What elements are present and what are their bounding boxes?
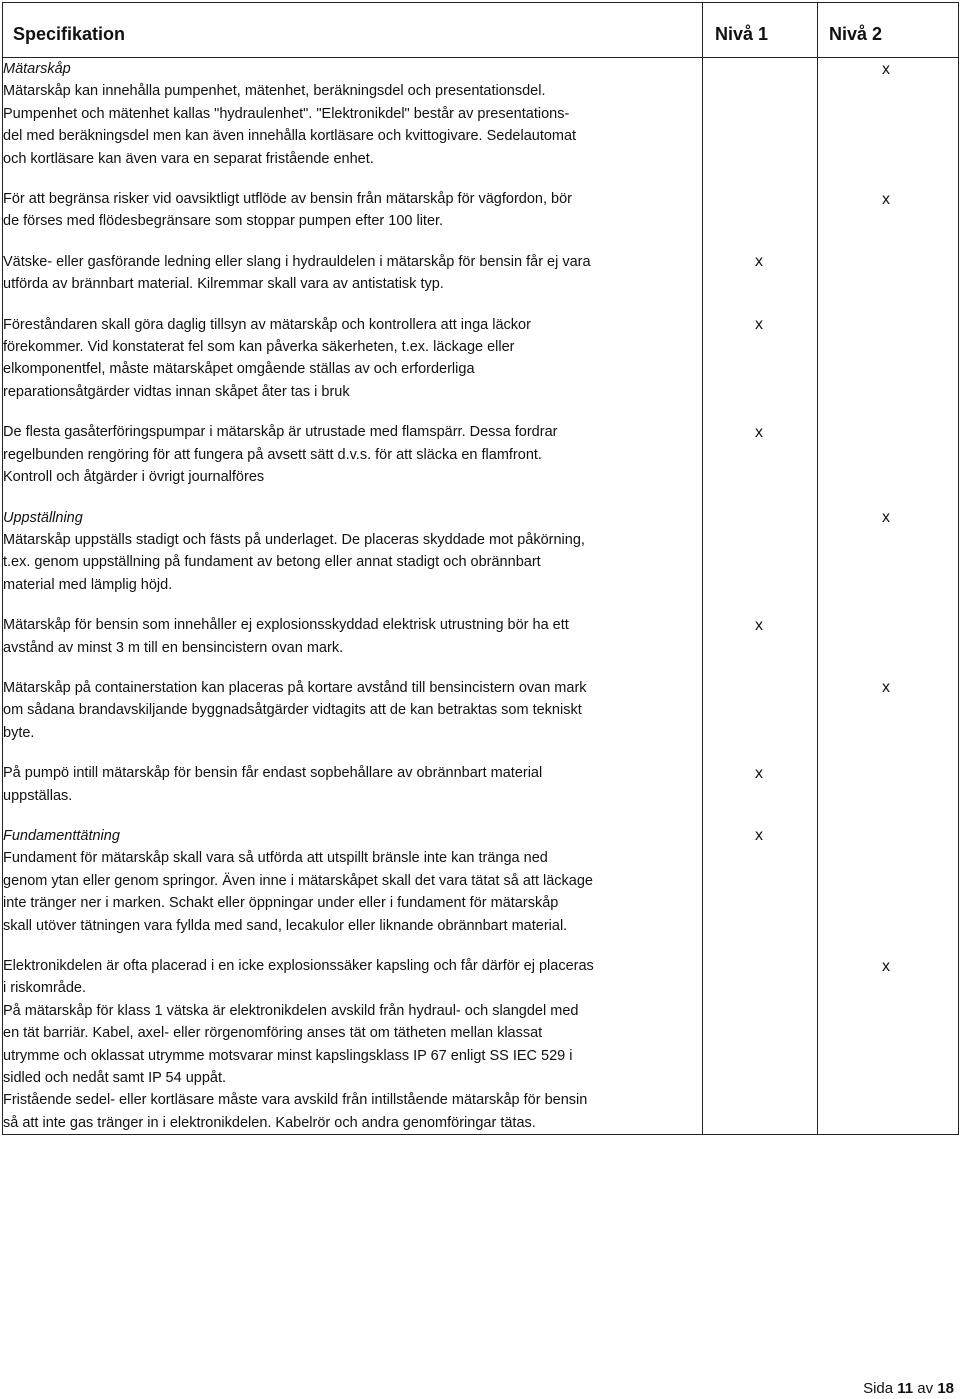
spec-item-line: skall utöver tätningen vara fyllda med sand, lecakulor eller liknande obrännbart material.	[3, 917, 568, 934]
spec-item-line: Pumpenhet och mätenhet kallas "hydraulenhet". "Elektronikdel" består av presentations-	[3, 105, 570, 122]
niva-2-marks-cell	[818, 58, 959, 1135]
spec-item-title: Mätarskåp	[3, 61, 71, 77]
spec-item-line: material med lämplig höjd.	[3, 576, 173, 593]
spec-item-line: byte.	[3, 724, 35, 741]
spec-item-line: Elektronikdelen är ofta placerad i en icke explosionssäker kapsling och får därför ej placeras	[3, 958, 594, 974]
spec-item-line: en tät barriär. Kabel, axel- eller rörgenomföring anses tät om tätheten mellan klassat	[3, 1025, 543, 1042]
spec-item-line: del med beräkningsdel men kan även innehålla kortläsare och kvittogivare. Sedelautomat	[3, 128, 577, 145]
spec-item-line: elkomponentfel, måste mätarskåpet omgående ställas av och erforderliga	[3, 361, 475, 378]
spec-item-line: På pumpö intill mätarskåp för bensin får endast sopbehållare av obrännbart material	[3, 765, 543, 782]
header-row	[3, 3, 959, 58]
spec-item	[3, 251, 702, 296]
spec-item	[3, 314, 702, 404]
spec-item-line: De flesta gasåterföringspumpar i mätarskåp är utrustade med flamspärr. Dessa fordrar	[3, 424, 558, 441]
spec-item-title: Fundamenttätning	[3, 827, 120, 844]
spec-item	[3, 955, 702, 1134]
niva-1-mark: x	[755, 827, 763, 845]
spec-item-line: uppställas.	[3, 787, 73, 804]
footer-page-number: 11	[897, 1380, 914, 1397]
niva-2-mark: x	[882, 679, 890, 697]
spec-item-line: t.ex. genom uppställning på fundament av betong eller annat stadigt och obrännbart	[3, 554, 541, 571]
spec-item-line: Mätarskåp på containerstation kan placeras på kortare avstånd till bensincistern ovan mark	[3, 679, 587, 696]
spec-item	[3, 825, 702, 937]
header-niva-1: Nivå 1	[703, 3, 818, 58]
spec-item	[3, 614, 702, 659]
spec-item-line: genom ytan eller genom springor. Även inne i mätarskåpet skall det vara tätat så att läckage	[3, 872, 593, 889]
spec-item-line: Kontroll och åtgärder i övrigt journalföres	[3, 469, 265, 486]
niva-1-mark: x	[755, 764, 763, 782]
niva-1-mark: x	[755, 423, 763, 441]
spec-item-line: Vätske- eller gasförande ledning eller slang i hydrauldelen i mätarskåp för bensin får ej vara	[3, 253, 591, 270]
spec-item-line: avstånd av minst 3 m till en bensincistern ovan mark.	[3, 639, 344, 656]
spec-item-line: reparationsåtgärder vidtas innan skåpet åter tas i bruk	[3, 383, 350, 400]
niva-2-mark: x	[882, 60, 890, 78]
specification-table	[2, 2, 959, 1135]
niva-1-mark: x	[755, 253, 763, 271]
niva-2-mark: x	[882, 509, 890, 526]
spec-item-line: i riskområde.	[3, 980, 86, 997]
niva-1-marks-cell	[703, 58, 818, 1135]
spec-item	[3, 188, 702, 233]
niva-2-mark: x	[882, 957, 890, 975]
header-specifikation: Specifikation	[3, 3, 703, 58]
spec-item-line: om sådana brandavskiljande byggnadsåtgärder vidtagits att de kan betraktas som tekniskt	[3, 702, 582, 719]
header-niva-2: Nivå 2	[818, 3, 959, 58]
spec-item-line: Mätarskåp kan innehålla pumpenhet, mätenhet, beräkningsdel och presentationsdel.	[3, 83, 546, 100]
page-footer	[863, 1380, 954, 1398]
spec-item-line: Mätarskåp för bensin som innehåller ej explosionsskyddad elektrisk utrustning bör ha ett	[3, 617, 569, 634]
spec-item-line: inte tränger ner i marken. Schakt eller öppningar under eller i fundament för mätarskåp	[3, 895, 559, 912]
niva-1-mark: x	[755, 616, 763, 634]
spec-item	[3, 762, 702, 807]
niva-2-mark: x	[882, 190, 890, 208]
spec-item-line: Mätarskåp uppställs stadigt och fästs på underlaget. De placeras skyddade mot påkörning,	[3, 531, 585, 548]
spec-item-line: de förses med flödesbegränsare som stoppar pumpen efter 100 liter.	[3, 213, 444, 230]
spec-item-line: På mätarskåp för klass 1 vätska är elektronikdelen avskild från hydraul- och slangdel med	[3, 1002, 579, 1019]
spec-item	[3, 507, 702, 597]
footer-prefix: Sida	[863, 1380, 894, 1397]
spec-item-line: Föreståndaren skall göra daglig tillsyn av mätarskåp och kontrollera att inga läckor	[3, 316, 531, 333]
spec-item-line: så att inte gas tränger in i elektronikdelen. Kabelrör och andra genomföringar tätas.	[3, 1114, 536, 1131]
spec-item-line: förekommer. Vid konstaterat fel som kan påverka säkerheten, t.ex. läckage eller	[3, 339, 515, 356]
footer-middle: av	[917, 1380, 934, 1397]
spec-item	[3, 677, 702, 744]
footer-page-total: 18	[937, 1380, 954, 1397]
spec-item-line: regelbunden rengöring för att fungera på avsett sätt d.v.s. för att släcka en flamfront.	[3, 446, 542, 463]
spec-item-line: utförda av brännbart material. Kilremmar skall vara av antistatisk typ.	[3, 276, 444, 293]
content-row	[3, 58, 959, 1135]
spec-item-line: Fundament för mätarskåp skall vara så utförda att utspillt bränsle inte kan tränga ned	[3, 850, 548, 867]
spec-item-line: och kortläsare kan även vara en separat fristående enhet.	[3, 150, 374, 167]
spec-item	[3, 421, 702, 488]
spec-item-line: utrymme och oklassat utrymme motsvarar minst kapslingsklass IP 67 enligt SS IEC 529 i	[3, 1047, 573, 1064]
spec-item-line: Fristående sedel- eller kortläsare måste vara avskild från intillstående mätarskåp för bensin	[3, 1092, 588, 1109]
spec-item-line: sidled och nedåt samt IP 54 uppåt.	[3, 1070, 227, 1087]
specification-text-cell	[3, 58, 703, 1135]
spec-item	[3, 58, 702, 170]
spec-item-line: För att begränsa risker vid oavsiktligt utflöde av bensin från mätarskåp för vägfordon, bör	[3, 191, 573, 208]
spec-item-title: Uppställning	[3, 509, 83, 526]
niva-1-mark: x	[755, 316, 763, 334]
